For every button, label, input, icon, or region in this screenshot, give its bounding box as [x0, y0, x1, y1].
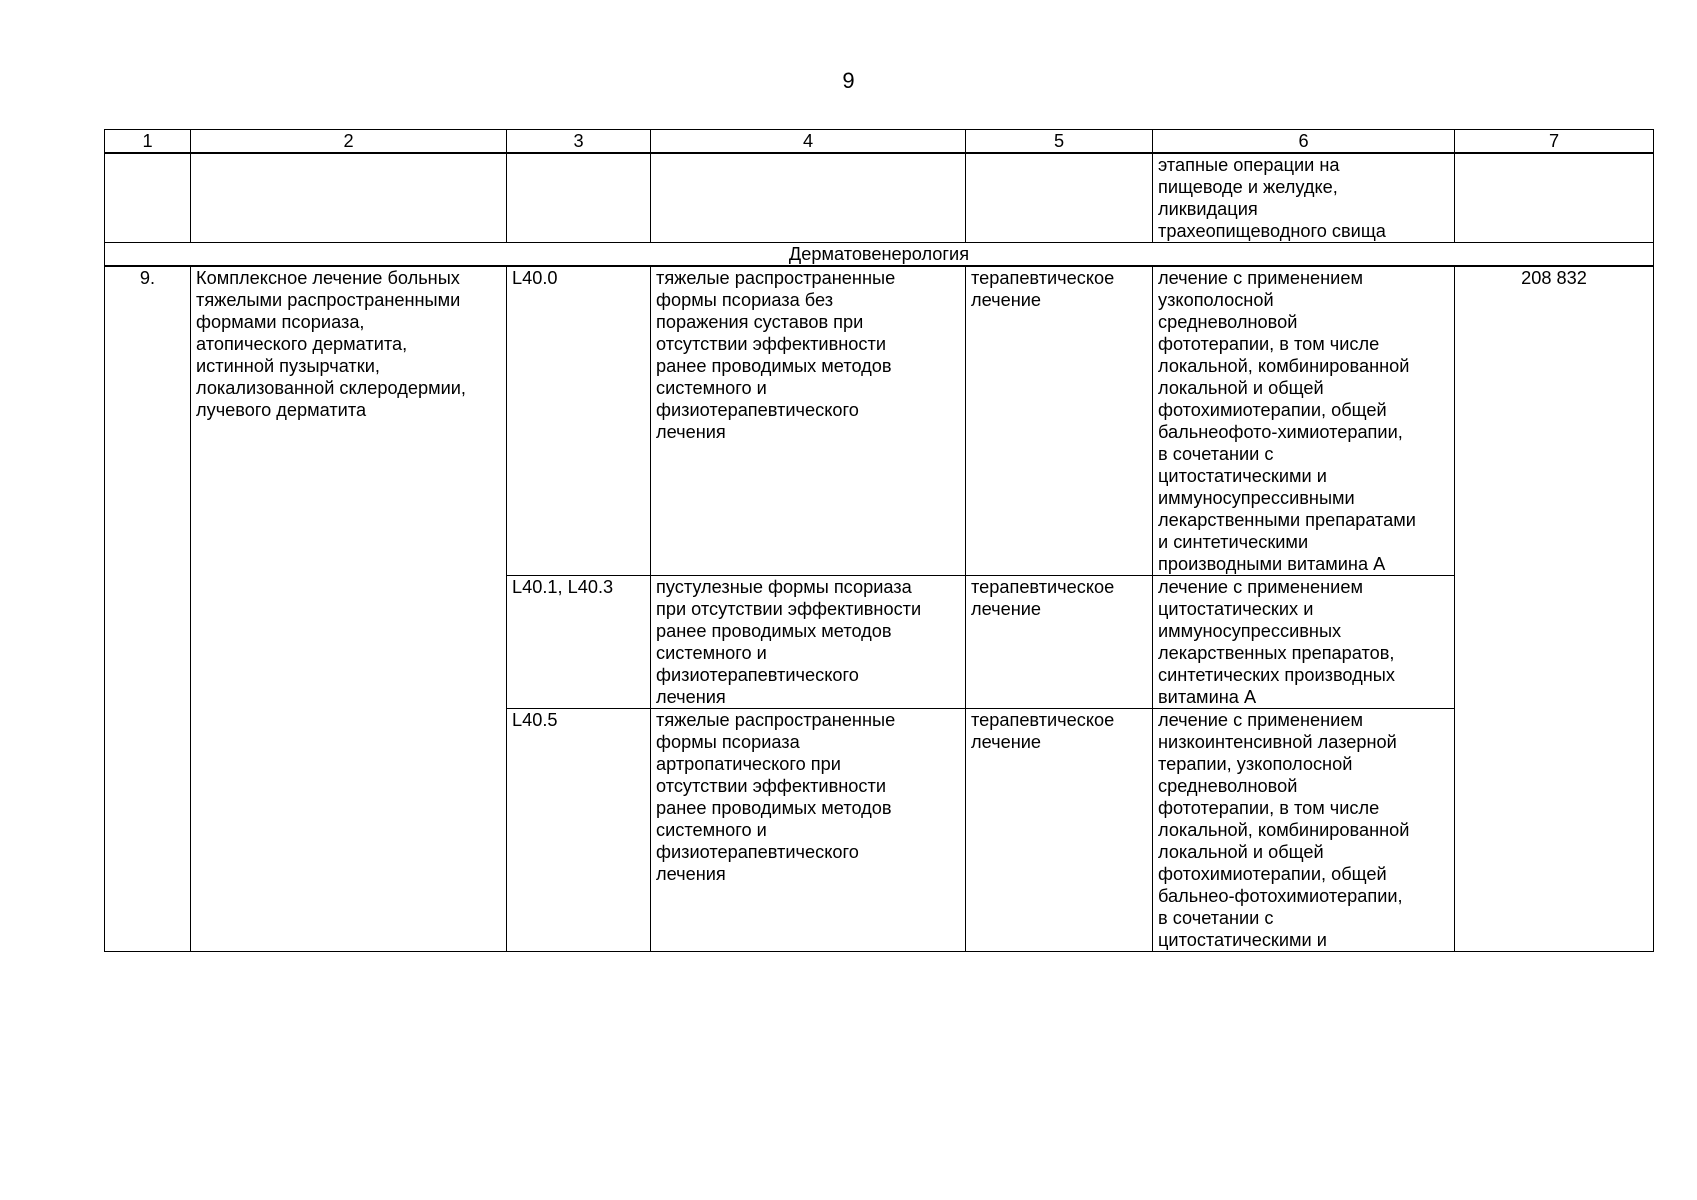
section-title: Дерматовенерология: [105, 243, 1654, 267]
diagnosis-code-cell: L40.1, L40.3: [507, 576, 651, 709]
cost-cell: 208 832: [1455, 266, 1654, 952]
table-cell: [191, 153, 507, 243]
table-cell: [105, 153, 191, 243]
medical-care-table: [104, 129, 1654, 952]
section-row: [105, 243, 1654, 267]
column-header: 4: [651, 130, 966, 154]
column-header: 6: [1153, 130, 1455, 154]
diagnosis-code-cell: L40.5: [507, 709, 651, 952]
column-header: 2: [191, 130, 507, 154]
treatment-type-cell: терапевтическое лечение: [966, 266, 1153, 576]
column-header: 1: [105, 130, 191, 154]
table-cell: [507, 153, 651, 243]
patient-model-cell: тяжелые распространенные формы псориаза без поражения суставов при отсутствии эффективности ранее проводимых методов системного и физиотерапевтического лечения: [651, 266, 966, 576]
column-header: 7: [1455, 130, 1654, 154]
diagnosis-code-cell: L40.0: [507, 266, 651, 576]
continuation-row: [105, 153, 1654, 243]
treatment-type-cell: терапевтическое лечение: [966, 576, 1153, 709]
treatment-method-cell: лечение с применением цитостатических и иммуносупрессивных лекарственных препаратов, синтетических производных витамина А: [1153, 576, 1455, 709]
table-cell: [966, 153, 1153, 243]
column-number-row: [105, 130, 1654, 154]
entry-number: 9.: [105, 266, 191, 952]
column-header: 5: [966, 130, 1153, 154]
table-row: [105, 266, 1654, 576]
table-cell: [651, 153, 966, 243]
patient-model-cell: тяжелые распространенные формы псориаза артропатического при отсутствии эффективности ранее проводимых методов системного и физиотерапевтического лечения: [651, 709, 966, 952]
page-number: 9: [842, 68, 855, 93]
table-cell: [1455, 153, 1654, 243]
patient-model-cell: пустулезные формы псориаза при отсутствии эффективности ранее проводимых методов системного и физиотерапевтического лечения: [651, 576, 966, 709]
treatment-method-cell: лечение с применением узкополосной средневолновой фототерапии, в том числе локальной, комбинированной локальной и общей фотохимиотерапии, общей бальнеофото-химиотерапии, в сочетании с цитостатическими и иммуносупрессивными лекарственными препаратами и синтетическими производными витамина А: [1153, 266, 1455, 576]
care-type-name: Комплексное лечение больных тяжелыми распространенными формами псориаза, атопического дерматита, истинной пузырчатки, локализованной склеродермии, лучевого дерматита: [191, 266, 507, 952]
treatment-type-cell: терапевтическое лечение: [966, 709, 1153, 952]
column-header: 3: [507, 130, 651, 154]
treatment-method-cell: лечение с применением низкоинтенсивной лазерной терапии, узкополосной средневолновой фототерапии, в том числе локальной, комбинированной локальной и общей фотохимиотерапии, общей бальнео-фотохимиотерапии, в сочетании с цитостатическими и: [1153, 709, 1455, 952]
treatment-method-cell: этапные операции на пищеводе и желудке, ликвидация трахеопищеводного свища: [1153, 153, 1455, 243]
